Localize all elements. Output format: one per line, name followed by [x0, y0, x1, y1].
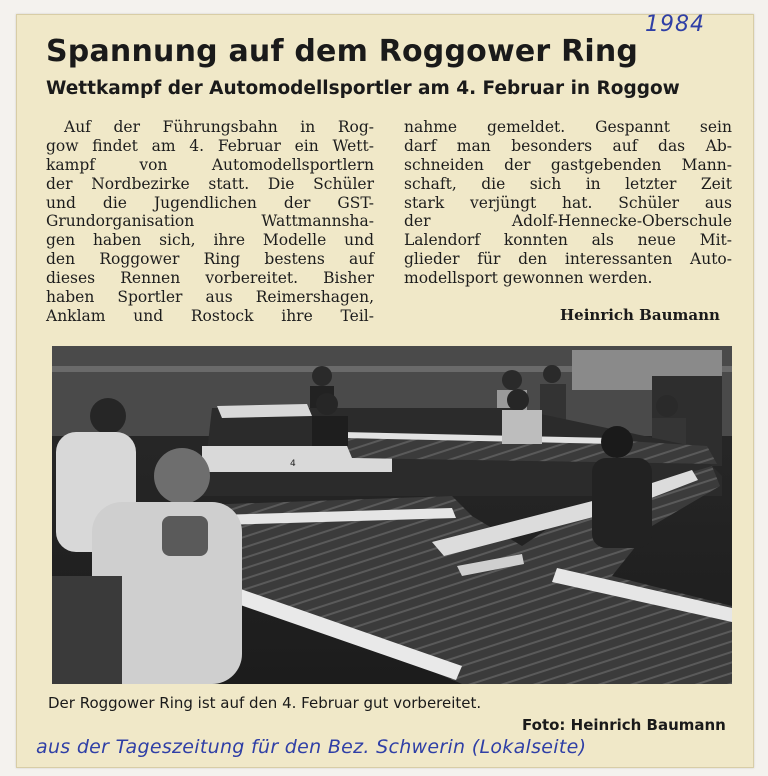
article-line: kampf von Automodellsportlern	[46, 155, 374, 174]
article-line: glieder für den interessanten Auto-	[404, 250, 732, 269]
article-line: darf man besonders auf das Ab-	[404, 136, 732, 155]
article-line: gen haben sich, ihre Modelle und	[46, 231, 374, 250]
headline: Spannung auf dem Roggower Ring	[46, 34, 639, 69]
article-line: schaft, die sich in letzter Zeit	[404, 174, 732, 193]
subheadline: Wettkampf der Automodellsportler am 4. Februar in Roggow	[46, 78, 680, 99]
track-number: 4	[290, 459, 296, 469]
article-author: Heinrich Baumann	[560, 306, 720, 324]
article-line: Lalendorf konnten als neue Mit-	[404, 231, 732, 250]
handwritten-year: 1984	[645, 12, 705, 37]
race-track-illustration	[52, 346, 732, 684]
article-line: der Nordbezirke statt. Die Schüler	[46, 174, 374, 193]
photo-caption: Der Roggower Ring ist auf den 4. Februar gut vorbereitet.	[48, 694, 482, 712]
article-line: der Adolf-Hennecke-Oberschule	[404, 212, 732, 231]
article-line: gow findet am 4. Februar ein Wett-	[46, 136, 374, 155]
race-track-photo	[52, 346, 732, 684]
article-column-left	[46, 118, 374, 326]
handwritten-source-note: aus der Tageszeitung für den Bez. Schwerin (Lokalseite)	[36, 736, 587, 758]
article-line: Anklam und Rostock ihre Teil-	[46, 306, 374, 325]
article-line: Grundorganisation Wattmannsha-	[46, 212, 374, 231]
article-line: haben Sportler aus Reimershagen,	[46, 288, 374, 307]
article-line: nahme gemeldet. Gespannt sein	[404, 118, 732, 136]
article-line: modellsport gewonnen werden.	[404, 269, 653, 288]
article-line: und die Jugendlichen der GST-	[46, 193, 374, 212]
article-line: dieses Rennen vorbereitet. Bisher	[46, 269, 374, 288]
article-line: stark verjüngt hat. Schüler aus	[404, 193, 732, 212]
article-line: den Roggower Ring bestens auf	[46, 250, 374, 269]
article-line: Auf der Führungsbahn in Rog-	[64, 118, 374, 136]
article-line: schneiden der gastgebenden Mann-	[404, 155, 732, 174]
article-column-right	[404, 118, 732, 288]
photo-credit: Foto: Heinrich Baumann	[522, 716, 726, 734]
